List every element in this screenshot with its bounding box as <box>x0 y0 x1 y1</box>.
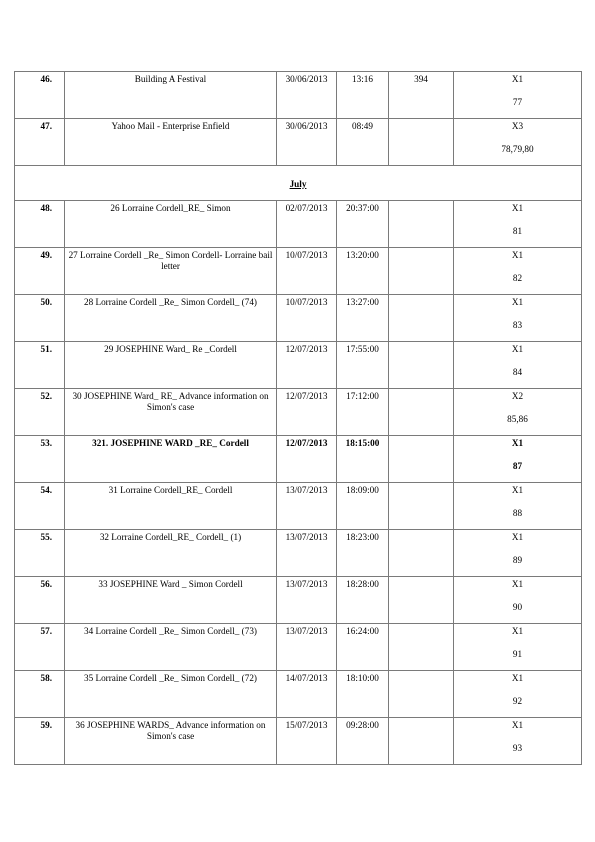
page-numbers: 88 <box>512 508 523 518</box>
entry-number-cell: 48. <box>15 201 65 248</box>
date-cell: 13/07/2013 <box>277 577 337 624</box>
exhibit-ref: X1 <box>511 74 524 84</box>
section-label: July <box>289 178 307 189</box>
extra-cell <box>389 530 454 577</box>
document-title-cell: Yahoo Mail - Enterprise Enfield <box>65 119 277 166</box>
entry-number-cell: 50. <box>15 295 65 342</box>
entry-number-cell: 59. <box>15 718 65 765</box>
entry-number-cell: 49. <box>15 248 65 295</box>
extra-cell <box>389 201 454 248</box>
document-title-cell: 321. JOSEPHINE WARD _RE_ Cordell <box>65 436 277 483</box>
time-cell: 18:23:00 <box>337 530 389 577</box>
extra-cell <box>389 342 454 389</box>
page-numbers: 84 <box>512 367 523 377</box>
table-row <box>15 436 582 483</box>
extra-cell <box>389 624 454 671</box>
page-numbers: 90 <box>512 602 523 612</box>
reference-cell <box>454 201 582 248</box>
document-title-cell: 29 JOSEPHINE Ward_ Re _Cordell <box>65 342 277 389</box>
time-cell: 18:28:00 <box>337 577 389 624</box>
exhibit-ref: X1 <box>511 203 524 213</box>
exhibit-ref: X3 <box>511 121 524 131</box>
table-row <box>15 295 582 342</box>
exhibit-ref: X1 <box>511 626 524 636</box>
page-numbers: 83 <box>512 320 523 330</box>
table-body <box>15 72 582 765</box>
page-numbers: 82 <box>512 273 523 283</box>
entry-number-cell: 46. <box>15 72 65 119</box>
page-numbers: 87 <box>512 461 523 471</box>
entry-number-cell: 56. <box>15 577 65 624</box>
document-title-cell: 32 Lorraine Cordell_RE_ Cordell_ (1) <box>65 530 277 577</box>
time-cell: 17:55:00 <box>337 342 389 389</box>
reference-cell <box>454 577 582 624</box>
page-numbers: 77 <box>512 97 523 107</box>
date-cell: 13/07/2013 <box>277 624 337 671</box>
reference-cell <box>454 342 582 389</box>
time-cell: 08:49 <box>337 119 389 166</box>
table-row <box>15 624 582 671</box>
page-numbers: 78,79,80 <box>501 144 534 154</box>
time-cell: 20:37:00 <box>337 201 389 248</box>
exhibit-ref: X1 <box>511 344 524 354</box>
document-title-cell: 31 Lorraine Cordell_RE_ Cordell <box>65 483 277 530</box>
table-row <box>15 201 582 248</box>
table-row <box>15 72 582 119</box>
reference-cell <box>454 72 582 119</box>
document-index-table <box>14 71 582 765</box>
exhibit-ref: X1 <box>511 673 524 683</box>
document-title-cell: Building A Festival <box>65 72 277 119</box>
date-cell: 12/07/2013 <box>277 436 337 483</box>
reference-cell <box>454 718 582 765</box>
exhibit-ref: X1 <box>511 720 524 730</box>
date-cell: 13/07/2013 <box>277 483 337 530</box>
page-numbers: 81 <box>512 226 523 236</box>
reference-cell <box>454 436 582 483</box>
date-cell: 12/07/2013 <box>277 389 337 436</box>
reference-cell <box>454 389 582 436</box>
date-cell: 02/07/2013 <box>277 201 337 248</box>
exhibit-ref: X1 <box>511 485 524 495</box>
table-row <box>15 530 582 577</box>
date-cell: 10/07/2013 <box>277 295 337 342</box>
document-title-cell: 35 Lorraine Cordell _Re_ Simon Cordell_ (72) <box>65 671 277 718</box>
entry-number-cell: 52. <box>15 389 65 436</box>
table-row <box>15 718 582 765</box>
reference-cell <box>454 483 582 530</box>
time-cell: 18:10:00 <box>337 671 389 718</box>
extra-cell <box>389 671 454 718</box>
extra-cell <box>389 577 454 624</box>
page-numbers: 93 <box>512 743 523 753</box>
date-cell: 15/07/2013 <box>277 718 337 765</box>
entry-number-cell: 53. <box>15 436 65 483</box>
table-row <box>15 577 582 624</box>
page-numbers: 91 <box>512 649 523 659</box>
table-row <box>15 483 582 530</box>
extra-cell <box>389 718 454 765</box>
document-title-cell: 27 Lorraine Cordell _Re_ Simon Cordell- Lorraine bail letter <box>65 248 277 295</box>
date-cell: 30/06/2013 <box>277 72 337 119</box>
extra-cell <box>389 295 454 342</box>
exhibit-ref: X1 <box>511 579 524 589</box>
extra-cell <box>389 248 454 295</box>
exhibit-ref: X1 <box>511 532 524 542</box>
table-row <box>15 248 582 295</box>
time-cell: 13:20:00 <box>337 248 389 295</box>
extra-cell <box>389 389 454 436</box>
document-title-cell: 26 Lorraine Cordell_RE_ Simon <box>65 201 277 248</box>
table-row <box>15 389 582 436</box>
extra-cell <box>389 119 454 166</box>
document-title-cell: 30 JOSEPHINE Ward_ RE_ Advance information on Simon's case <box>65 389 277 436</box>
time-cell: 13:27:00 <box>337 295 389 342</box>
exhibit-ref: X2 <box>511 391 524 401</box>
extra-cell <box>389 483 454 530</box>
entry-number-cell: 47. <box>15 119 65 166</box>
date-cell: 13/07/2013 <box>277 530 337 577</box>
document-title-cell: 33 JOSEPHINE Ward _ Simon Cordell <box>65 577 277 624</box>
entry-number-cell: 57. <box>15 624 65 671</box>
table-row <box>15 671 582 718</box>
document-title-cell: 34 Lorraine Cordell _Re_ Simon Cordell_ (73) <box>65 624 277 671</box>
document-title-cell: 36 JOSEPHINE WARDS_ Advance information on Simon's case <box>65 718 277 765</box>
reference-cell <box>454 119 582 166</box>
time-cell: 17:12:00 <box>337 389 389 436</box>
reference-cell <box>454 248 582 295</box>
time-cell: 13:16 <box>337 72 389 119</box>
entry-number-cell: 58. <box>15 671 65 718</box>
time-cell: 16:24:00 <box>337 624 389 671</box>
document-title-cell: 28 Lorraine Cordell _Re_ Simon Cordell_ (74) <box>65 295 277 342</box>
reference-cell <box>454 624 582 671</box>
reference-cell <box>454 671 582 718</box>
table-row <box>15 342 582 389</box>
time-cell: 18:15:00 <box>337 436 389 483</box>
section-cell <box>15 166 582 201</box>
extra-cell <box>389 436 454 483</box>
time-cell: 09:28:00 <box>337 718 389 765</box>
entry-number-cell: 51. <box>15 342 65 389</box>
date-cell: 12/07/2013 <box>277 342 337 389</box>
reference-cell <box>454 530 582 577</box>
date-cell: 10/07/2013 <box>277 248 337 295</box>
entry-number-cell: 55. <box>15 530 65 577</box>
page-numbers: 92 <box>512 696 523 706</box>
page-numbers: 89 <box>512 555 523 565</box>
extra-cell: 394 <box>389 72 454 119</box>
exhibit-ref: X1 <box>511 297 524 307</box>
table-row <box>15 119 582 166</box>
date-cell: 30/06/2013 <box>277 119 337 166</box>
date-cell: 14/07/2013 <box>277 671 337 718</box>
exhibit-ref: X1 <box>511 250 524 260</box>
section-header-row <box>15 166 582 201</box>
page-numbers: 85,86 <box>507 414 528 424</box>
time-cell: 18:09:00 <box>337 483 389 530</box>
reference-cell <box>454 295 582 342</box>
entry-number-cell: 54. <box>15 483 65 530</box>
exhibit-ref: X1 <box>511 438 524 448</box>
